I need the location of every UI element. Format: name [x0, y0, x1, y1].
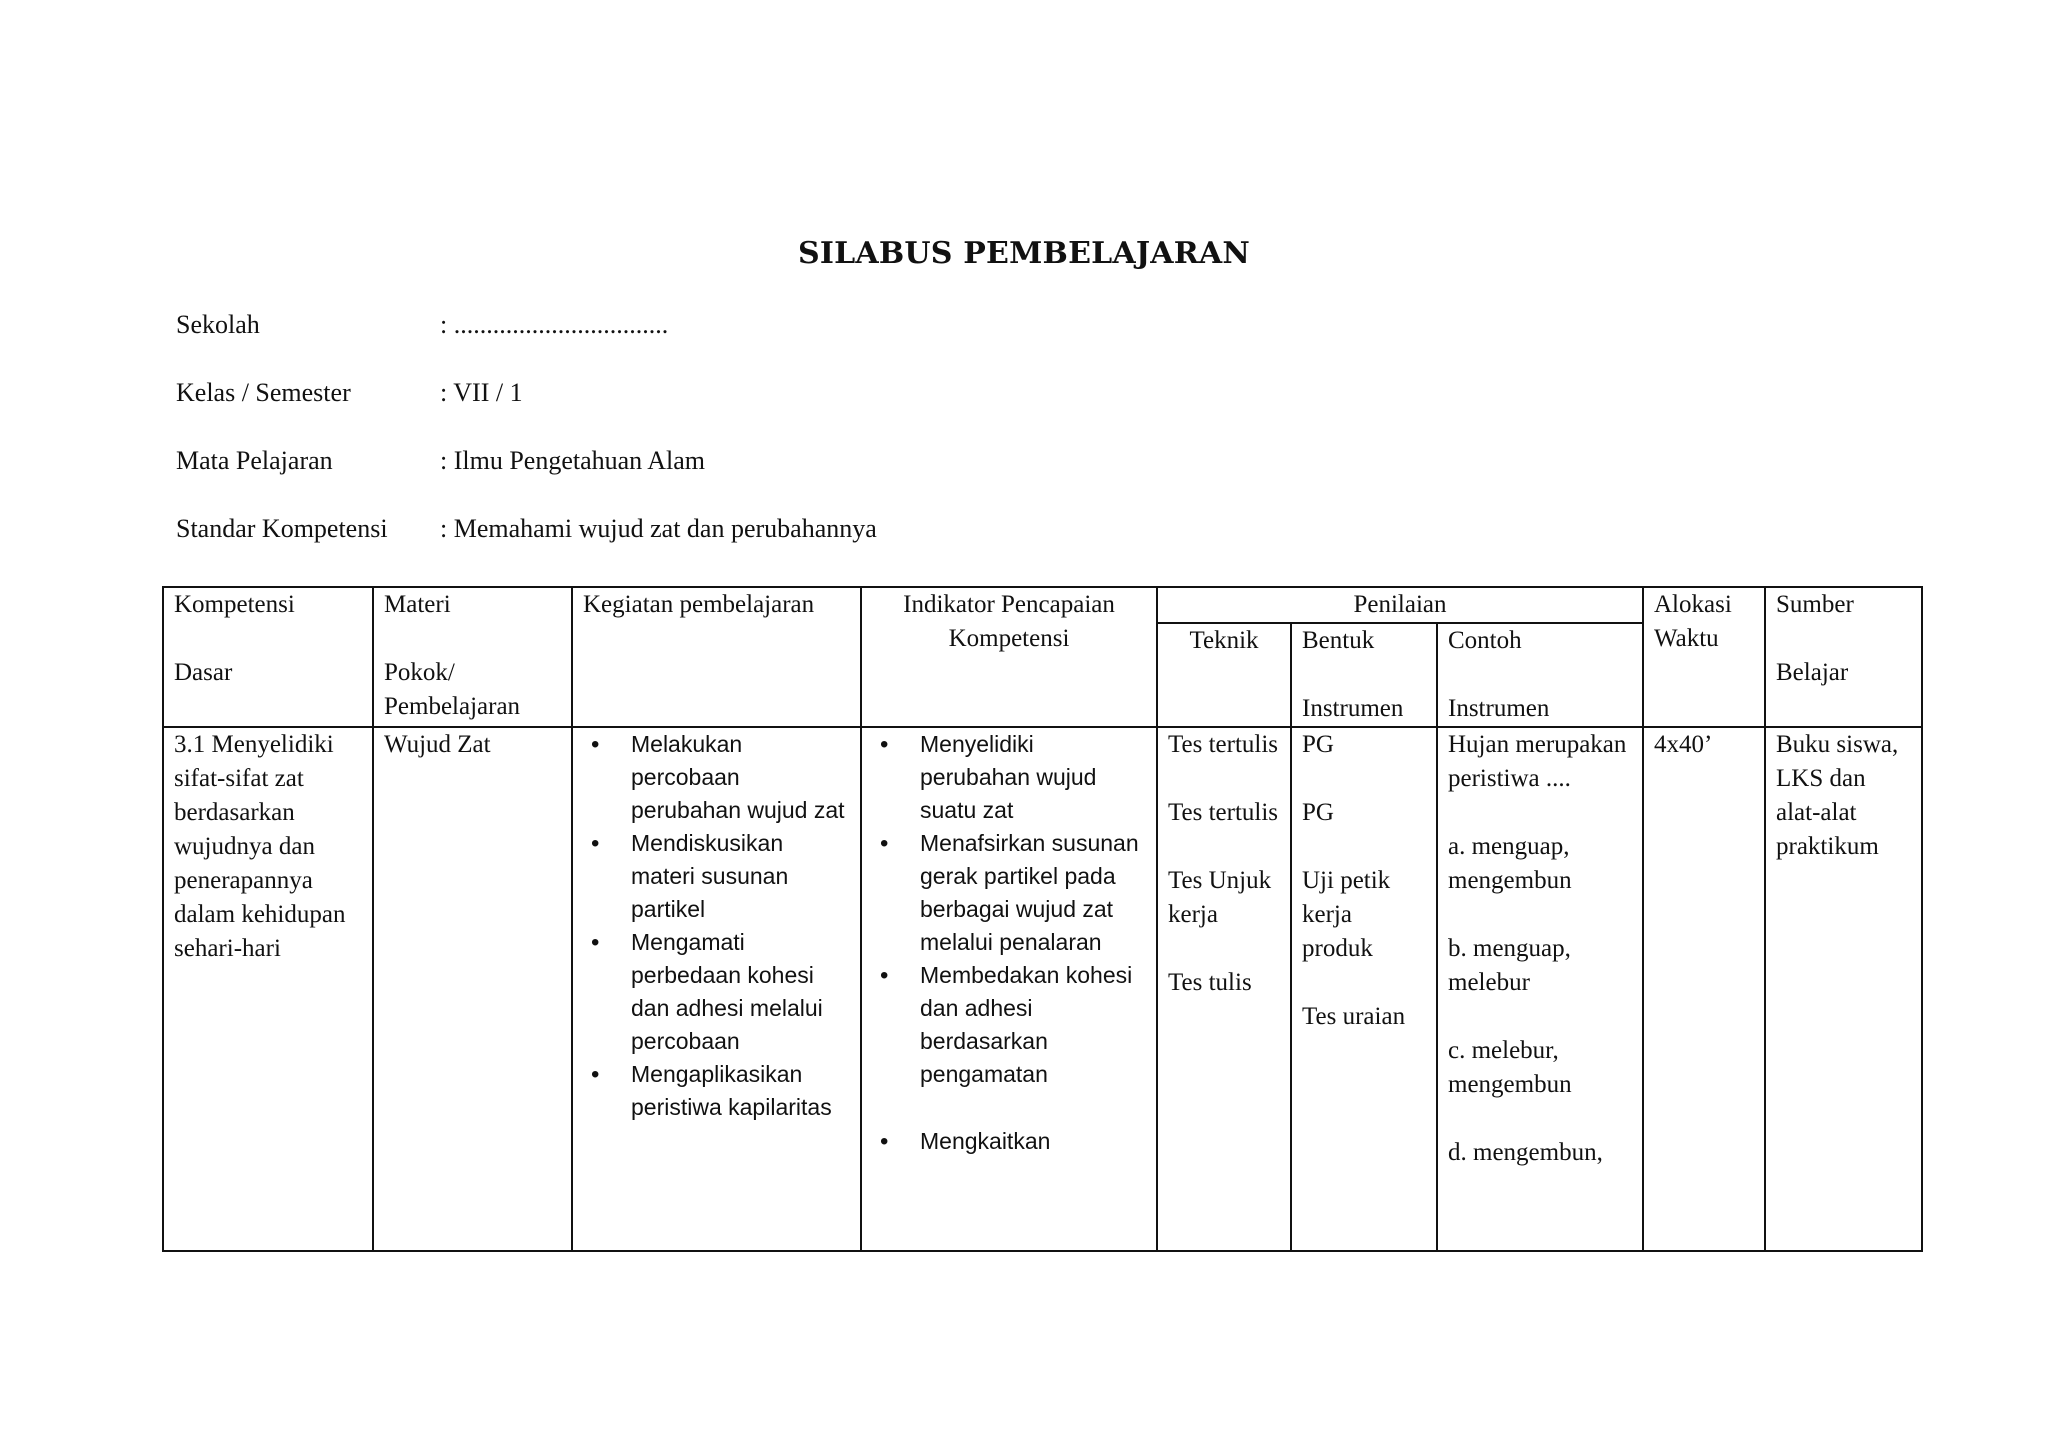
- header-text: Kompetensi: [174, 591, 295, 618]
- cell-alokasi: 4x40’: [1643, 727, 1765, 1251]
- meta-school: [176, 310, 668, 340]
- cell-indikator: [861, 727, 1157, 1251]
- header-text: Pembelajaran: [384, 693, 521, 720]
- header-text: Pokok/: [384, 659, 455, 686]
- header-kompetensi-dasar: [163, 587, 373, 727]
- cell-bentuk: [1291, 727, 1437, 1251]
- meta-competency-standard: [176, 514, 877, 544]
- page-title: SILABUS PEMBELAJARAN: [797, 236, 1251, 271]
- teknik-item: Tes tulis: [1168, 969, 1252, 996]
- header-text: Instrumen: [1448, 695, 1550, 722]
- contoh-item: a. menguap, mengembun: [1448, 833, 1572, 894]
- meta-label: Sekolah: [176, 310, 260, 339]
- header-text: Alokasi Waktu: [1654, 591, 1732, 652]
- list-item: • Membedakan kohesi dan adhesi berdasarkan pengamatan: [920, 959, 1146, 1091]
- header-text: Dasar: [174, 659, 233, 686]
- list-item: • Mengamati perbedaan kohesi dan adhesi melalui percobaan: [631, 926, 850, 1058]
- list-item: • Menafsirkan susunan gerak partikel pada berbagai wujud zat melalui penalaran: [920, 827, 1146, 959]
- kegiatan-list: [577, 728, 850, 1124]
- meta-class-semester: [176, 378, 523, 408]
- list-item: • Menyelidiki perubahan wujud suatu zat: [920, 728, 1146, 827]
- cell-materi: Wujud Zat: [373, 727, 572, 1251]
- header-text: Instrumen: [1302, 695, 1404, 722]
- table-row: [163, 727, 1922, 1251]
- indikator-list: [866, 728, 1146, 1158]
- meta-label: Kelas / Semester: [176, 378, 351, 407]
- header-text: Contoh: [1448, 627, 1522, 654]
- cell-kompetensi-dasar: 3.1 Menyelidiki sifat-sifat zat berdasarkan wujudnya dan penerapannya dalam kehidupan sehari-hari: [163, 727, 373, 1251]
- list-item: • Mengaplikasikan peristiwa kapilaritas: [631, 1058, 850, 1124]
- meta-value: : .................................: [440, 310, 669, 339]
- meta-subject: [176, 446, 705, 476]
- cell-sumber: Buku siswa, LKS dan alat-alat praktikum: [1765, 727, 1922, 1251]
- meta-value: : VII / 1: [440, 378, 523, 407]
- contoh-item: c. melebur, mengembun: [1448, 1037, 1572, 1098]
- header-text: Bentuk: [1302, 627, 1375, 654]
- bentuk-item: PG: [1302, 799, 1334, 826]
- teknik-item: Tes tertulis: [1168, 799, 1279, 826]
- header-text: Kegiatan pembelajaran: [583, 591, 815, 618]
- header-sumber: [1765, 587, 1922, 727]
- header-teknik: [1157, 623, 1291, 727]
- bentuk-item: PG: [1302, 731, 1334, 758]
- meta-label: Standar Kompetensi: [176, 514, 388, 543]
- cell-kegiatan: [572, 727, 861, 1251]
- bentuk-item: Tes uraian: [1302, 1003, 1406, 1030]
- header-penilaian: Penilaian: [1157, 587, 1643, 623]
- header-text: Teknik: [1189, 627, 1259, 654]
- header-text: Materi: [384, 591, 451, 618]
- bentuk-item: Uji petik kerja produk: [1302, 867, 1391, 962]
- meta-value: : Ilmu Pengetahuan Alam: [440, 446, 706, 475]
- header-row: [163, 587, 1922, 623]
- list-item: • Mengkaitkan: [920, 1125, 1146, 1158]
- contoh-item: Hujan merupakan peristiwa ....: [1448, 731, 1627, 792]
- header-bentuk: [1291, 623, 1437, 727]
- header-text: Indikator Pencapaian Kompetensi: [903, 591, 1115, 652]
- header-materi: [373, 587, 572, 727]
- header-indikator: [861, 587, 1157, 727]
- header-text: Sumber: [1776, 591, 1854, 618]
- teknik-item: Tes tertulis: [1168, 731, 1279, 758]
- header-kegiatan: [572, 587, 861, 727]
- list-item: • Melakukan percobaan perubahan wujud zat: [631, 728, 850, 827]
- header-alokasi: [1643, 587, 1765, 727]
- cell-contoh: [1437, 727, 1643, 1251]
- cell-teknik: [1157, 727, 1291, 1251]
- teknik-item: Tes Unjuk kerja: [1168, 867, 1272, 928]
- contoh-item: b. menguap, melebur: [1448, 935, 1571, 996]
- contoh-item: d. mengembun,: [1448, 1139, 1603, 1166]
- header-text: Belajar: [1776, 659, 1849, 686]
- meta-value: : Memahami wujud zat dan perubahannya: [440, 514, 877, 543]
- list-item: • Mendiskusikan materi susunan partikel: [631, 827, 850, 926]
- syllabus-table: [162, 586, 1923, 1252]
- header-contoh: [1437, 623, 1643, 727]
- meta-label: Mata Pelajaran: [176, 446, 333, 475]
